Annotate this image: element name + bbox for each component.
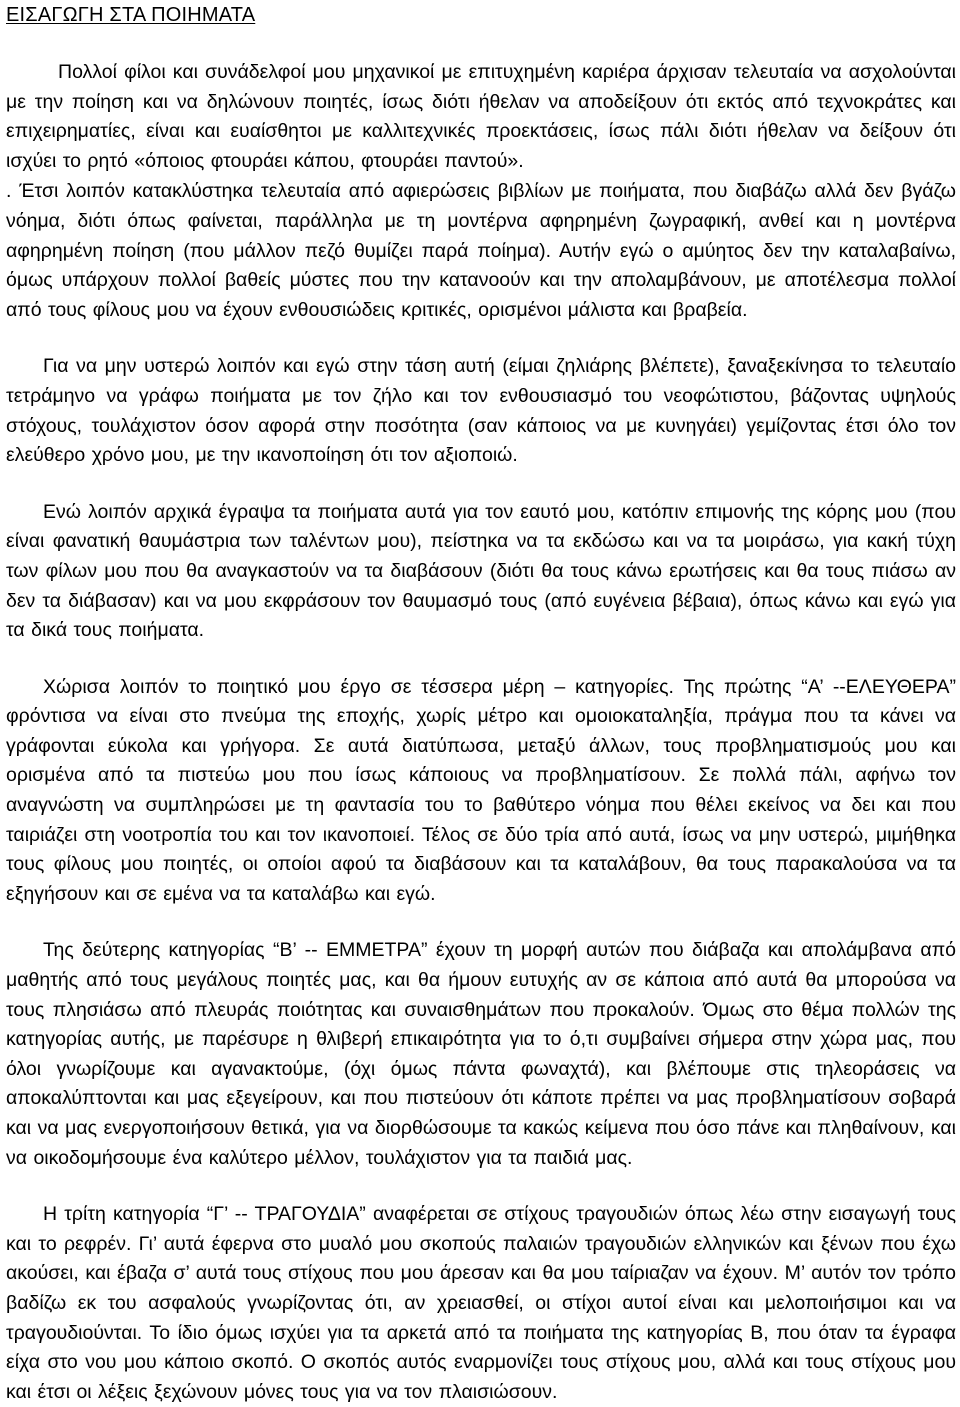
paragraph-5: Χώρισα λοιπόν το ποιητικό μου έργο σε τέσσερα μέρη – κατηγορίες. Της πρώτης “Α’ --ΕΛΕΥΘΕΡΑ” φρόντισα να είναι στο πνεύμα της εποχής, χωρίς μέτρο και ομοιοκαταληξία, πράγμα που τα κάνει να γράφονται εύκολα και γρήγορα. Σε αυτά διατύπωσα, μεταξύ άλλων, τους προβληματισμούς μου και ορισμένα από τα πιστεύω μου που ίσως κάποιους να προβληματίσουν. Σε πολλά πάλι, αφήνω τον αναγνώστη να συμπληρώσει με τη φαντασία του το βαθύτερο νόημα που θέλει εκείνος να δει και που ταιριάζει στη νοοτροπία του και τον ικανοποιεί. Τέλος σε δύο τρία από αυτά, ίσως να μην υστερώ, μιμήθηκα τους φίλους μου ποιητές, οι οποίοι αφού τα διαβάσουν και τα καταλάβουν, θα τους παρακαλούσα να τα εξηγήσουν και σε εμένα να τα καταλάβω και εγώ. xyxy=(6,675,956,905)
document-title xyxy=(6,0,956,27)
document-page xyxy=(6,0,956,1407)
paragraph-3: Για να μην υστερώ λοιπόν και εγώ στην τάση αυτή (είμαι ζηλιάρης βλέπετε), ξαναξεκίνησα το τελευταίο τετράμηνο να γράφω ποιήματα με τον ζήλο και τον ενθουσιασμό του νεοφώτιστου, βάζοντας υψηλούς στόχους, τουλάχιστον όσον αφορά στην ποσότητα (σαν κάποιος να με κυνηγάει) γεμίζοντας έτσι όλο τον ελεύθερο χρόνο μου, με την ικανοποίηση ότι τον αξιοποιώ. xyxy=(6,355,956,467)
document-title-text: ΕΙΣΑΓΩΓΗ ΣΤΑ ΠΟΙΗΜΑΤΑ xyxy=(6,4,256,26)
paragraph-4: Ενώ λοιπόν αρχικά έγραψα τα ποιήματα αυτά για τον εαυτό μου, κατόπιν επιμονής της κόρης μου (που είναι φανατική θαυμάστρια των ταλέντων μου), πείστηκα να τα εκδώσω και να τα μοιράσω, για κακή τύχη των φίλων μου που θα αναγκαστούν να τα διαβάσουν (διότι θα τους κάνω ερωτήσεις και θα τους πιάσω αν δεν τα διάβασαν) και να μου εκφράσουν τον θαυμασμό τους (από ευγένεια βέβαια), όπως κάνω και εγώ για τα δικά τους ποιήματα. xyxy=(6,500,956,642)
paragraph-6: Της δεύτερης κατηγορίας “Β’ -- ΕΜΜΕΤΡΑ” έχουν τη μορφή αυτών που διάβαζα και απολάμβανα από μαθητής από τους μεγάλους ποιητές μας, και θα ήμουν ευτυχής αν σε κάποια από αυτά θα μπορούσα να τους πλησιάσω από πλευράς ποιότητας και συναισθημάτων που προκαλούν. Όμως στο θέμα πολλών της κατηγορίας αυτής, με παρέσυρε η θλιβερή επικαιρότητα για το ό,τι συμβαίνει σήμερα στην χώρα μας, που όλοι γνωρίζουμε και αγανακτούμε, (όχι όμως πάντα φωναχτά), και βλέπουμε στις τηλεοράσεις να αποκαλύπτονται και μας εξεγείρουν, και που πιστεύουν ότι κάποτε πρέπει να μας προβληματίσουν σοβαρά και να μας ενεργοποιήσουν θετικά, για να διορθώσουμε τα κακώς κείμενα που όσο πάνε και πληθαίνουν, και να οικοδομήσουμε ένα καλύτερο μέλλον, τουλάχιστον για τα παιδιά μας. xyxy=(6,939,956,1169)
paragraph-7: Η τρίτη κατηγορία “Γ’ -- ΤΡΑΓΟΥΔΙΑ” αναφέρεται σε στίχους τραγουδιών όπως λέω στην εισαγωγή τους και το ρεφρέν. Γι’ αυτά έφερνα στο μυαλό μου σκοπούς παλαιών τραγουδιών ελληνικών και ξένων που έχω ακούσει, και έβαζα σ’ αυτά τους στίχους που μου άρεσαν και θα μου ταίριαζαν να έχουν. Μ’ αυτόν τον τρόπο βαδίζω εκ του ασφαλούς γνωρίζοντας ότι, αν χρειασθεί, οι στίχοι αυτοί είναι και μελοποιήσιμοι και να τραγουδιούνται. Το ίδιο όμως ισχύει για τα αρκετά από τα ποιήματα της κατηγορίας Β, που όταν τα έγραφα είχα στο νου μου κάποιο σκοπό. Ο σκοπός αυτός εναρμονίζει τους στίχους μου, αλλά και τους στίχους μου και έτσι οι λέξεις ξεχώνουν μόνες τους για να τον πλαισιώσουν. xyxy=(6,1203,956,1403)
paragraph-1: Πολλοί φίλοι και συνάδελφοί μου μηχανικοί με επιτυχημένη καριέρα άρχισαν τελευταία να ασχολούνται με την ποίηση και να δηλώνουν ποιητές, ίσως διότι ήθελαν να αποδείξουν ότι εκτός από τεχνοκράτες και επιχειρηματίες, είναι και ευαίσθητοι με καλλιτεχνικές προεκτάσεις, ίσως πάλι διότι ήθελαν να δείξουν ότι ισχύει το ρητό «όποιος φτουράει κάπου, φτουράει παντού». xyxy=(6,61,956,172)
paragraph-2: . Έτσι λοιπόν κατακλύστηκα τελευταία από αφιερώσεις βιβλίων με ποιήματα, που διαβάζω αλλά δεν βγάζω νόημα, διότι όπως φαίνεται, παράλληλα με τη μοντέρνα αφηρημένη ζωγραφική, ανθεί και η μοντέρνα αφηρημένη ποίηση (που μάλλον πεζό θυμίζει παρά ποίημα). Αυτήν εγώ ο αμύητος δεν την καταλαβαίνω, όμως υπάρχουν πολλοί βαθείς μύστες που την κατανοούν και την απολαμβάνουν, με αποτέλεσμα πολλοί από τους φίλους μου να έχουν ενθουσιώδεις κριτικές, ορισμένοι μάλιστα και βραβεία. xyxy=(6,180,956,321)
